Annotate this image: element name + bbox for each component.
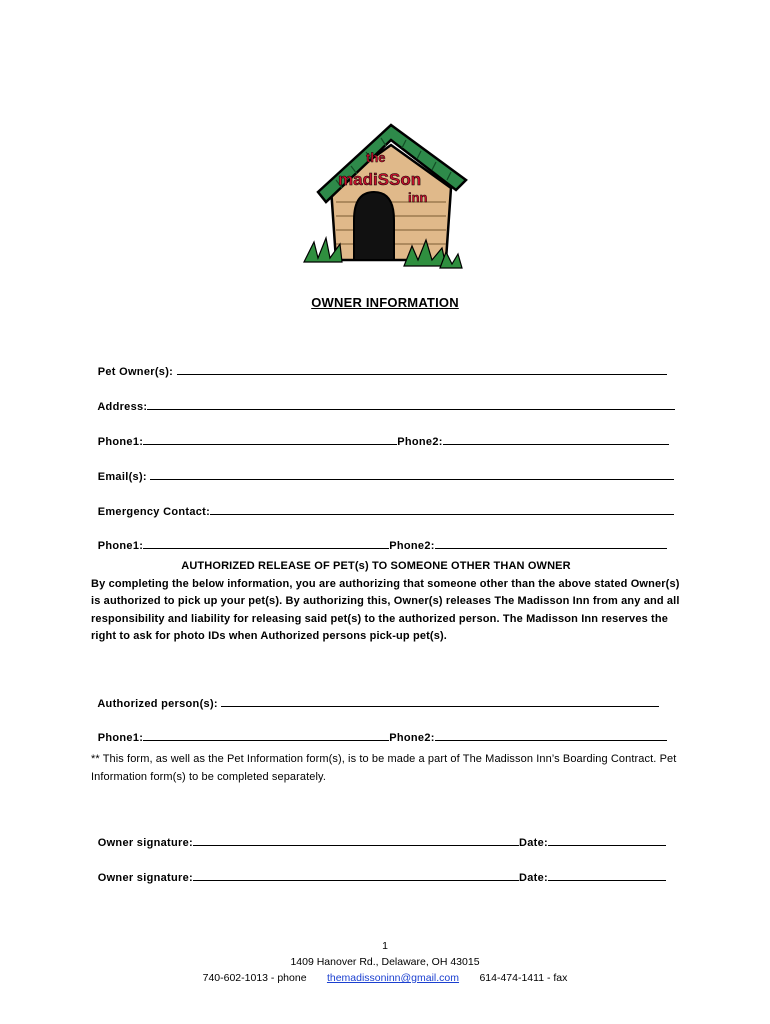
footer-contact xyxy=(0,972,770,984)
phone1-field[interactable] xyxy=(143,433,397,445)
pet-owners-field[interactable] xyxy=(177,363,667,375)
owner-signature-field-1[interactable] xyxy=(193,834,519,846)
emergency-phone1-field[interactable] xyxy=(143,537,389,549)
authorized-persons-label: Authorized person(s): xyxy=(97,698,218,710)
address-label: Address: xyxy=(97,401,148,413)
address-row xyxy=(91,386,675,413)
madisson-inn-logo xyxy=(296,110,476,280)
authorized-persons-row xyxy=(91,683,659,710)
page-title: OWNER INFORMATION xyxy=(311,295,459,310)
logo-text-inn: inn xyxy=(408,190,428,205)
authorized-phone2-field[interactable] xyxy=(435,729,667,741)
footer-phone: 740-602-1013 - phone xyxy=(202,972,307,984)
owner-signature-row-2 xyxy=(91,857,666,884)
pet-owners-label: Pet Owner(s): xyxy=(97,366,174,378)
release-heading: AUTHORIZED RELEASE OF PET(s) TO SOMEONE OTHER THAN OWNER xyxy=(181,560,571,572)
date-label-2: Date: xyxy=(518,872,548,884)
owner-signature-label-2: Owner signature: xyxy=(97,872,193,884)
phone-row-authorized xyxy=(91,717,667,744)
authorized-phone1-label: Phone1: xyxy=(97,732,144,744)
release-body: By completing the below information, you are authorizing that someone other than the above stated Owner(s) is authorized to pick up your pet(s). By authorizing this, Owner(s) releases The Madisson Inn from any and all responsibility and liability for releasing said pet(s) to the authorized person. The Madisson Inn reserves the right to ask for photo IDs when Authorized persons pick-up pet(s). xyxy=(91,577,680,643)
page-number: 1 xyxy=(382,940,388,952)
address-field[interactable] xyxy=(147,398,675,410)
footer-address: 1409 Hanover Rd., Delaware, OH 43015 xyxy=(290,956,480,968)
owner-signature-row-1 xyxy=(91,822,666,849)
boarding-contract-note: ** This form, as well as the Pet Information form(s), is to be made a part of The Madisson Inn’s Boarding Contract. Pet Information form(s) to be completed separately. xyxy=(91,753,677,783)
release-section xyxy=(91,558,691,646)
emergency-contact-label: Emergency Contact: xyxy=(97,506,211,518)
phone2-field[interactable] xyxy=(443,433,669,445)
owner-signature-field-2[interactable] xyxy=(193,869,519,881)
authorized-phone2-label: Phone2: xyxy=(389,732,435,744)
phone1-label: Phone1: xyxy=(97,436,144,448)
footer-fax: 614-474-1411 - fax xyxy=(479,972,568,984)
emails-field[interactable] xyxy=(150,468,674,480)
authorized-persons-field[interactable] xyxy=(221,695,659,707)
phone2-label: Phone2: xyxy=(397,436,443,448)
date-field-2[interactable] xyxy=(548,869,666,881)
logo-text-madisson: madiSSon xyxy=(338,170,422,189)
footer-email-link[interactable]: themadissoninn@gmail.com xyxy=(326,972,460,984)
date-field-1[interactable] xyxy=(548,834,666,846)
emergency-phone2-field[interactable] xyxy=(435,537,667,549)
emergency-phone2-label: Phone2: xyxy=(389,540,435,552)
authorized-phone1-field[interactable] xyxy=(143,729,389,741)
emails-label: Email(s): xyxy=(97,471,147,483)
phone-row-emergency xyxy=(91,525,667,552)
phone-row-owner xyxy=(91,421,669,448)
owner-signature-label-1: Owner signature: xyxy=(97,837,193,849)
emergency-contact-row xyxy=(91,491,674,518)
date-label-1: Date: xyxy=(518,837,548,849)
emergency-phone1-label: Phone1: xyxy=(97,540,144,552)
logo-text-the: the xyxy=(366,150,386,165)
emails-row xyxy=(91,456,674,483)
emergency-contact-field[interactable] xyxy=(210,503,674,515)
pet-owners-row xyxy=(91,351,667,378)
